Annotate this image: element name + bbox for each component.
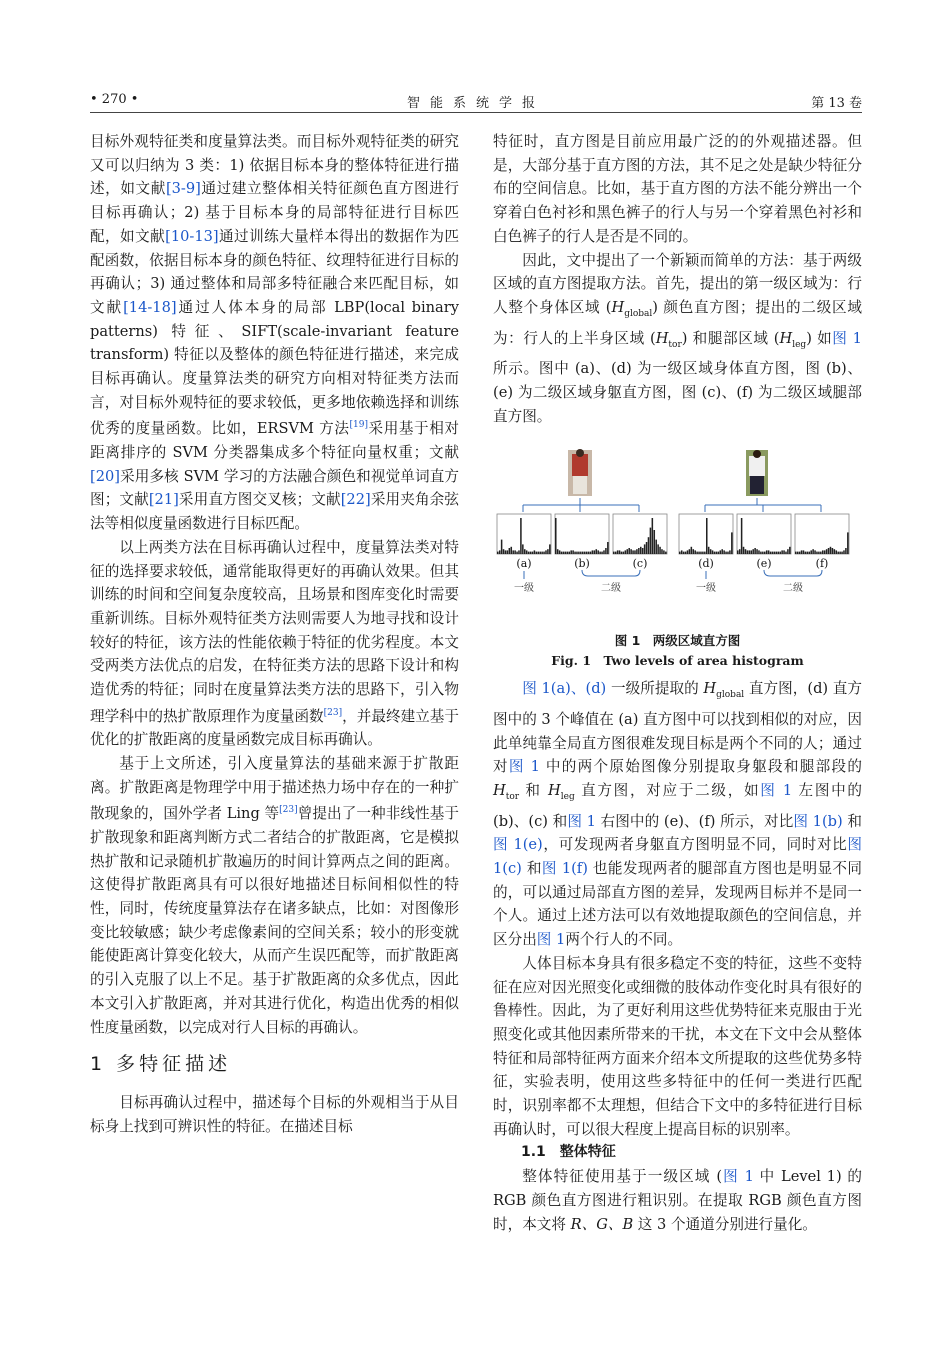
paragraph: 目标外观特征类和度量算法类。而目标外观特征类的研究又可以归纳为 3 类：1) 依据目标本身的整体特征进行描述，如文献[3-9]通过建立整体相关特征颜色直方图进行目标再确认；2) 基于目标本身的局部特征进行目标匹配，如文献[10-13]通过训练大量样本得出的数据作为匹配函数，依据目标本身的颜色特征、纹理特征进行目标的再确认；3) 通过整体和局部多特征融合来匹配目标，如文献[14-18]通过人体本身的局部 LBP(local binary patterns) 特征、SIFT(scale-invariant feature transform) 特征以及整体的颜色特征进行描述，来完成目标再确认。度量算法类的研究方向相对特征类方法而言，对目标外观特征的要求较低，更多地依赖选择和训练优秀的度量函数。比如，ERSVM 方法[19]采用基于相对距离排序的 SVM 分类器集成多个特征向量权重；文献[20]采用多核 SVM 学习的方法融合颜色和视觉单词直方图；文献[21]采用直方图交叉核；文献[22]采用夹角余弦法等相似度量函数进行目标匹配。 [90,133,459,533]
histogram-bar [657,545,659,555]
histogram-bar [584,552,586,554]
histogram-bar [818,552,820,554]
histogram-bar [514,551,516,555]
histogram-bar [799,552,801,554]
figure-link[interactable]: 图 1(f) [541,859,588,877]
figure-1 [493,442,862,627]
histogram-bar [541,552,543,554]
figure-link[interactable]: 图 1(e) [493,836,543,854]
histogram-bar [501,540,503,554]
histogram-bar [642,548,644,554]
histogram-bar [555,518,557,554]
paragraph: 因此，文中提出了一个新颖而简单的方法：基于两级区域的直方图提取方法。首先，提出的第一级区域为：行人整个身体区域 $(H_{global})$ 颜色直方图；提出的二级区域为：行人的上半身区域 $(H_{tor})$ 和腿部区域 $(H_{leg})$ 如图 1 所示。图中 (a)、(d) 为一级区域身体直方图，图 (b)、(e) 为二级区域身躯直方图，图 (c)、(f) 为二级区域腿部直方图。 [493,251,862,425]
figure-link[interactable]: 图 1 [536,931,566,949]
histogram-bar [816,552,818,554]
figure-link[interactable]: 图 1(b) [793,812,843,830]
histogram-bar [783,551,785,555]
figure-link[interactable]: 图 1 [832,329,862,347]
histogram-bar [714,552,716,554]
histogram-bar [809,552,811,554]
histogram-bar [522,545,524,555]
histogram-bar [518,551,520,555]
histogram-bar [749,551,751,555]
volume-label: 第 13 卷 [811,96,862,111]
histogram-bar [588,552,590,554]
histogram-bar [836,551,838,555]
histogram-a [497,514,551,554]
histogram-bar [512,551,514,555]
histogram-bar [628,548,630,554]
histogram-bar [696,552,698,554]
histogram-bar [596,549,598,554]
histogram-bar [659,547,661,554]
citation-link[interactable]: [19] [349,420,368,431]
histogram-bar [627,549,629,554]
citation-link[interactable]: [21] [148,491,179,509]
histogram-bar [721,549,723,554]
histogram-bar [832,548,834,554]
histogram-bar [693,549,695,554]
histogram-bar [679,552,681,554]
histogram-bar [720,551,722,555]
histogram-bar [619,551,621,555]
paragraph: 整体特征使用基于一级区域 (图 1 中 Level 1) 的 RGB 颜色直方图进行粗识别。在提取 RGB 颜色直方图时，本文将 R、G、B 这 3 个通道分别进行量化。 [493,1168,862,1233]
histogram-bar [762,552,764,554]
figure-caption-zh: 图 1 两级区域直方图 [614,633,741,649]
figure-link[interactable]: 图 1 [760,781,793,799]
histogram-bar [843,551,845,555]
histogram-bar [694,551,696,555]
panel-label-b: (b) [574,557,590,571]
histogram-bar [772,552,774,554]
histogram-bar [754,548,756,554]
histogram-bar [834,549,836,554]
histogram-bar [505,551,507,555]
histogram-bar [623,552,625,554]
person-image-right [746,450,768,496]
paragraph: 以上两类方法在目标再确认过程中，度量算法类对特征的选择要求较低，通常能取得更好的再确认效果。但其训练的时间和空间复杂度较高，且场景和图库变化时需要重新训练。目标外观特征类方法则需要人为地寻找和设计较好的特征，该方法的性能依赖于特征的优劣程度。本文受两类方法优点的启发，在特征类方法的思路下设计和构造优秀的特征；同时在度量算法类方法的思路下，引入物理学科中的热扩散原理作为度量函数[23]，并最终建立基于优化的扩散距离的度量函数完成目标再确认。 [90,538,459,749]
panel-label-a: (a) [516,557,532,571]
histogram-bar [718,552,720,554]
paragraph: 特征时，直方图是目前应用最广泛的的外观描述器。但是，大部分基于直方图的方法，其不足之处是缺少特征分布的空间信息。比如，基于直方图的方法不能分辨出一个穿着白色衬衫和黑色裤子的行人与另一个穿着黑色衬衫和白色裤子的行人是否是不同的。 [493,133,862,245]
histogram-bar [837,552,839,554]
histogram-bar [648,537,650,554]
histogram-bar [539,552,541,554]
histogram-bar [574,552,576,554]
histogram-bar [710,549,712,554]
histogram-bar [776,552,778,554]
histogram-bar [601,552,603,554]
histogram-bar [661,549,663,554]
level1-label-left: 一级 [514,583,534,595]
panel-label-c: (c) [632,557,648,571]
histogram-bar [691,547,693,554]
histogram-bar [812,549,814,554]
level2-label-right: 二级 [783,583,803,595]
histogram-bar [497,552,499,554]
page-header [90,90,862,113]
histogram-bar [528,552,530,554]
histogram-bar [745,549,747,554]
histogram-bar [756,549,758,554]
subsection-heading: 1.1 整体特征 [521,1144,616,1161]
histogram-bar [768,551,770,555]
histogram-bar [712,551,714,555]
histogram-bar [520,518,522,554]
page-number: • 270 • [90,92,139,107]
histogram-bar [683,552,685,554]
level1-label-right: 一级 [696,583,716,595]
histogram-bar [594,551,596,555]
histogram-bar [839,552,841,554]
histogram-bar [665,552,667,554]
histogram-bar [741,518,743,554]
histogram-bar [590,552,592,554]
histogram-bar [689,549,691,554]
histogram-bar [509,548,511,554]
histogram-bar [723,551,725,555]
figure-link[interactable]: 图 1 [567,812,596,830]
histogram-bar [700,552,702,554]
panel-label-d: (d) [698,557,714,571]
histogram-bar [565,552,567,554]
histogram-bar [621,552,623,554]
histogram-bar [586,552,588,554]
histogram-bar [532,552,534,554]
histogram-bar [582,552,584,554]
histogram-bar [725,552,727,554]
histogram-bar [632,551,634,555]
histogram-bar [572,551,574,555]
histogram-bar [824,551,826,555]
histogram-bar [758,551,760,555]
histogram-bar [727,552,729,554]
histogram-bar [654,530,656,554]
histogram-bar [789,547,791,554]
histogram-bar [650,528,652,554]
histogram-bar [706,518,708,554]
histogram-bar [652,518,654,554]
journal-title: 智能系统学报 [406,96,545,111]
histogram-bar [778,552,780,554]
histogram-bar [526,551,528,555]
histogram-bar [580,552,582,554]
figure-link[interactable]: 图 1(c) [493,836,862,877]
histogram-bar [708,547,710,554]
panel-label-f: (f) [815,557,829,571]
figure-caption-en: Fig. 1 Two levels of area histogram [551,653,804,669]
citation-link[interactable]: [22] [340,491,371,509]
histogram-bar [795,552,797,554]
histogram-bar [822,551,824,555]
histogram-bar [751,551,753,555]
histogram-bar [605,548,607,554]
person-image-left [568,449,592,496]
histogram-figure [493,442,862,627]
histogram-bar [774,552,776,554]
histogram-bar [507,551,509,555]
histogram-bar [801,551,803,555]
histogram-bar [729,551,731,555]
histogram-bar [663,551,665,555]
paragraph: 图 1(a)、(d) 一级所提取的 $H_{global}$ 直方图，(d) 直方图中的 3 个峰值在 (a) 直方图中可以找到相似的对应，因此单纯靠全局直方图很难发现目标是两个不同的人；通过对图 1 中的两个原始图像分别提取身躯段和腿部段的 $H_{tor}$ 和 $H_{leg}$ 直方图，对应于二级，如图 1 左图中的 (b)、(c) 和图 1 右图中的 (e)、(f) 所示，对比图 1(b) 和图 1(e)，可发现两者身躯直方图明显不同，同时对比图 1(c) 和图 1(f) 也能发现两者的腿部直方图也是明显不同的，可以通过局部直方图的差异，发现两目标并不是同一个人。通过上述方法可以有效地提取颜色的空间信息，并区分出图 1两个行人的不同。 [493,680,863,949]
histogram-bar [781,551,783,555]
histogram-bar [685,552,687,554]
histogram-bar [511,547,513,554]
histogram-bar [524,549,526,554]
histogram-bar [681,551,683,555]
histogram-bar [576,552,578,554]
histogram-bar [499,551,501,555]
histogram-bar [592,551,594,555]
histogram-bar [770,552,772,554]
histogram-bar [807,552,809,554]
histogram-bar [752,549,754,554]
histogram-bar [617,551,619,555]
histogram-bar [704,552,706,554]
citation-link[interactable]: [10-13] [165,227,219,245]
histogram-bar [805,552,807,554]
histogram-bar [613,552,615,554]
figure-link[interactable]: 图 1 [508,758,540,776]
histogram-bar [569,552,571,554]
histogram-bar [785,552,787,554]
histogram-bar [615,552,617,554]
histogram-bar [607,542,609,554]
section-heading: 1 多特征描述 [90,1053,232,1076]
histogram-bar [536,552,538,554]
histogram-bar [634,551,636,555]
histogram-bar [570,551,572,555]
connector-left [523,498,639,512]
panel-label-e: (e) [756,557,772,571]
left-column [90,130,459,1138]
histogram-bar [636,549,638,554]
histogram-bar [766,551,768,555]
histogram-bar [563,552,565,554]
histogram-bar [557,549,559,554]
histogram-bar [702,552,704,554]
histogram-bar [543,552,545,554]
level2-label-left: 二级 [601,583,621,595]
histogram-bar [644,545,646,555]
histogram-bar [787,549,789,554]
citation-link[interactable]: [20] [90,467,120,485]
connector-right [705,498,821,512]
histogram-bar [630,549,632,554]
histogram-bar [503,549,505,554]
paragraph: 人体目标本身具有很多稳定不变的特征，这些不变特征在应对因光照变化或细微的肢体动作变化时具有很好的鲁棒性。因此，为了更好利用这些优势特征来克服由于光照变化或其他因素所带来的干扰，本文在下文中会从整体特征和局部特征两方面来介绍本文所提取的这些优势多特征，实验表明，使用这些多特征中的任何一类进行匹配时，识别率都不太理想，但结合下文中的多特征进行目标再确认时，可以很大程度上提高目标的识别率。 [493,954,862,1138]
histogram-bar [534,551,536,555]
histogram-bar [547,549,549,554]
histogram-e [737,514,791,554]
histogram-f [795,514,849,554]
histogram-bar [603,551,605,555]
histogram-bar [599,552,601,554]
histogram-bar [716,552,718,554]
histogram-bar [814,551,816,555]
citation-link[interactable]: [3-9] [165,180,201,198]
histogram-bar [830,547,832,554]
histogram-bar [826,549,828,554]
citation-link[interactable]: [14-18] [123,298,177,316]
histogram-bar [797,552,799,554]
histogram-bar [516,552,518,554]
histogram-bar [597,551,599,555]
histogram-bar [559,551,561,555]
histogram-bar [764,552,766,554]
figure-link[interactable]: 图 1 [722,1168,754,1186]
right-column [493,130,862,1236]
histogram-bar [731,533,733,555]
histogram-bar [578,552,580,554]
histogram-b [555,514,609,554]
histogram-bar [561,552,563,554]
histogram-bar [743,547,745,554]
histogram-bar [530,552,532,554]
histogram-bar [803,551,805,555]
histogram-bar [845,548,847,554]
histogram-bar [655,540,657,554]
histogram-bar [847,533,849,555]
histogram-bar [545,551,547,555]
figure-link[interactable]: 图 1(a)、(d) [522,680,607,698]
histogram-bar [538,552,540,554]
histogram-bar [640,547,642,554]
paragraph: 基于上文所述，引入度量算法的基础来源于扩散距离。扩散距离是物理学中用于描述热力场中存在的一种扩散现象的，国外学者 Ling 等[23]曾提出了一种非线性基于扩散现象和距离判断方式二者结合的扩散距离，它是模拟热扩散和记录随机扩散遍历的时间计算两点之间的距离。这使得扩散距离具有可以很好地描述目标间相似性的特性，同时，传统度量算法存在诸多缺点，比如：对图像形变比较敏感；缺少考虑像素间的空间关系；较小的形变就能使距离计算变化较大，从而产生误匹配等，而扩散距离的引入克服了以上不足。基于扩散距离的众多优点，因此本文引入扩散距离，并对其进行优化，构造出优秀的相似性度量函数，以完成对行人目标的再确认。 [90,755,459,1036]
histogram-bar [760,552,762,554]
histogram-bar [820,552,822,554]
histogram-bar [625,551,627,555]
histogram-bar [687,551,689,555]
paragraph: 目标再确认过程中，描述每个目标的外观相当于从目标身上找到可辨识性的特征。在描述目标 [90,1094,459,1135]
histogram-bar [698,552,700,554]
histogram-bar [646,542,648,554]
histogram-bar [810,551,812,555]
histogram-bar [638,548,640,554]
histogram-bar [567,552,569,554]
histogram-bar [549,545,551,555]
histogram-bar [747,551,749,555]
histogram-bar [737,551,739,555]
histogram-bar [739,549,741,554]
citation-link[interactable]: [23] [323,707,343,718]
histogram-bar [779,552,781,554]
citation-link[interactable]: [23] [279,805,298,816]
histogram-bar [841,552,843,554]
histogram-bar [828,548,830,554]
